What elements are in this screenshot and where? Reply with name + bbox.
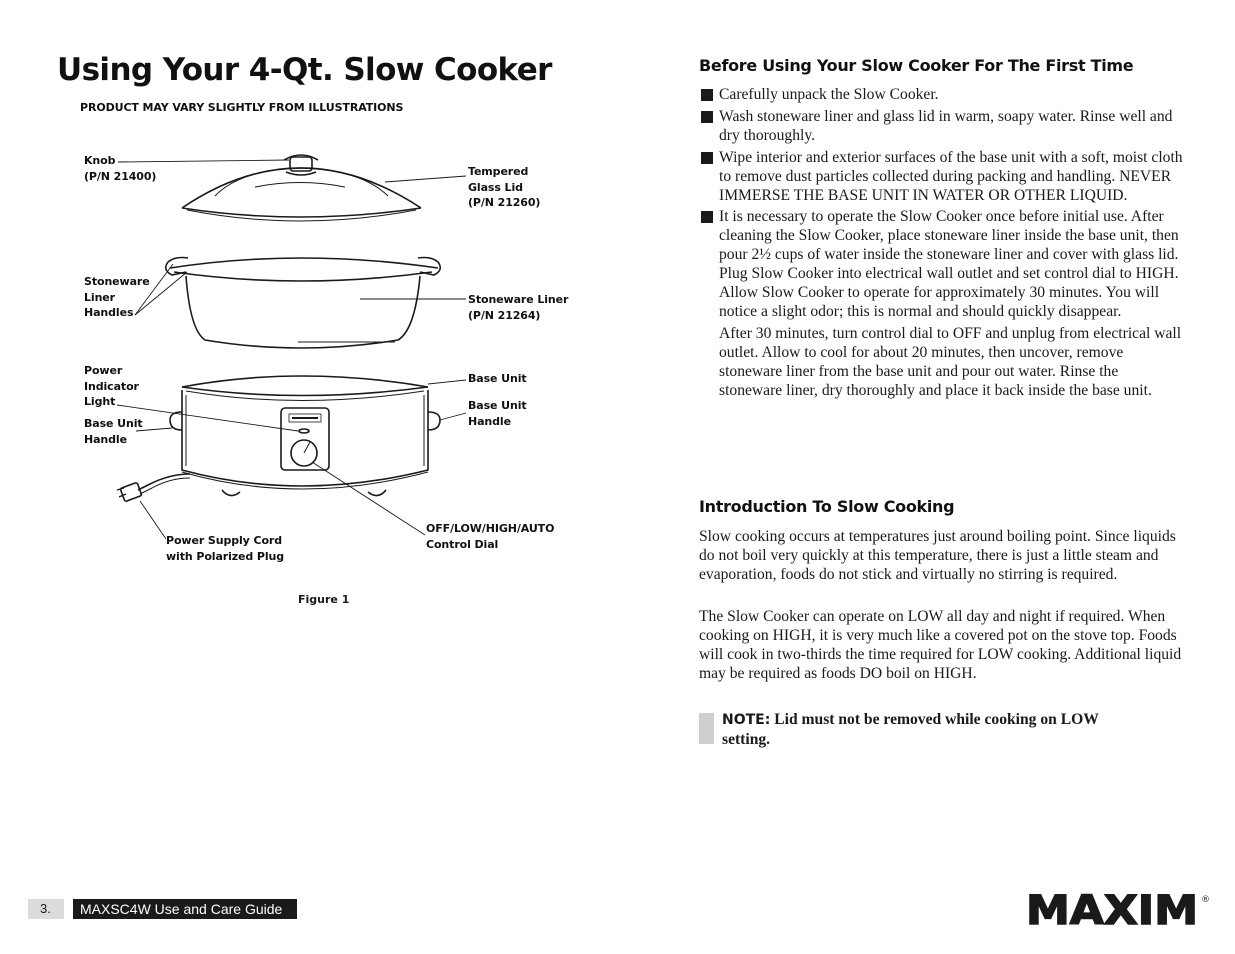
square-bullet-icon: [701, 152, 713, 164]
square-bullet-icon: [701, 111, 713, 123]
note-accent-bar: [699, 713, 714, 744]
base-unit-drawing: [117, 376, 440, 502]
glass-lid-drawing: [182, 155, 421, 221]
callout-power-light: Power Indicator Light: [84, 364, 139, 408]
callout-base-handle-right: Base Unit Handle: [468, 399, 527, 428]
note-label: NOTE:: [722, 712, 771, 728]
maxim-logo: [1026, 892, 1211, 928]
figure-caption: Figure 1: [298, 593, 350, 606]
list-item: Carefully unpack the Slow Cooker.: [699, 86, 1184, 105]
intro-paragraph-2: The Slow Cooker can operate on LOW all day and night if required. When cooking on HIGH, it is very much like a covered pot on the stove top. Foods will cook in two-thirds the time required for LOW cooking. Additional liquid may be required as foods DO boil on HIGH.: [699, 608, 1182, 682]
callout-base-handle-left: Base Unit Handle: [84, 417, 143, 446]
page-number: 3.: [28, 899, 64, 919]
list-item: It is necessary to operate the Slow Cooker once before initial use. After cleaning the Slow Cooker, place stoneware liner inside the base unit, then pour 2½ cups of water inside the stoneware liner and cover with glass lid. Plug Slow Cooker into electrical wall outlet and set control dial to HIGH. Allow Slow Cooker to operate for approximately 30 minutes. You will notice a slight odor; this is normal and should quickly disappear. After 30 minutes, turn control dial to OFF and unplug from electrical wall outlet. Allow to cool for about 20 minutes, then uncover, remove stoneware liner from the base unit and pour out water. Rinse the stoneware liner, dry thoroughly and place it back inside the base unit.: [699, 208, 1184, 400]
polarized-plug-drawing: [120, 482, 142, 501]
note-text: Lid must not be removed while cooking on LOW setting.: [722, 711, 1099, 748]
callout-power-cord: Power Supply Cord with Polarized Plug: [166, 534, 285, 563]
svg-text:®: ®: [1201, 895, 1210, 905]
illustration-disclaimer: PRODUCT MAY VARY SLIGHTLY FROM ILLUSTRATIONS: [80, 101, 404, 114]
callout-base-unit: Base Unit: [468, 372, 527, 385]
before-first-use-heading: Before Using Your Slow Cooker For The First Time: [699, 56, 1134, 75]
power-light-drawing: [299, 429, 309, 433]
stoneware-liner-drawing: [166, 258, 441, 349]
callout-stoneware-liner: Stoneware Liner (P/N 21264): [468, 293, 569, 322]
square-bullet-icon: [701, 211, 713, 223]
callout-glass-lid: Tempered Glass Lid (P/N 21260): [468, 165, 541, 209]
square-bullet-icon: [701, 89, 713, 101]
guide-title: MAXSC4W Use and Care Guide: [73, 899, 297, 919]
page-title: Using Your 4-Qt. Slow Cooker: [57, 52, 552, 88]
svg-text:MAXIM: MAXIM: [1026, 892, 1198, 928]
continuation-paragraph: After 30 minutes, turn control dial to OFF and unplug from electrical wall outlet. Allow to cool for about 20 minutes, then uncover, remove stoneware liner from the base unit and pour out water. Rinse the stoneware liner, dry thoroughly and place it back inside the base unit.: [719, 324, 1182, 399]
callout-knob: Knob (P/N 21400): [84, 154, 157, 183]
callout-control-dial: OFF/LOW/HIGH/AUTO Control Dial: [426, 522, 555, 551]
intro-heading: Introduction To Slow Cooking: [699, 497, 955, 516]
list-item: Wipe interior and exterior surfaces of the base unit with a soft, moist cloth to remove dust particles collected during packing and handling. NEVER IMMERSE THE BASE UNIT IN WATER OR OTHER LIQUID.: [699, 149, 1184, 206]
list-item: Wash stoneware liner and glass lid in warm, soapy water. Rinse well and dry thoroughly.: [699, 108, 1184, 146]
note-callout: [722, 710, 1142, 749]
before-first-use-list: [699, 86, 1184, 404]
callout-liner-handles: Stoneware Liner Handles: [84, 275, 150, 319]
intro-paragraph-1: Slow cooking occurs at temperatures just around boiling point. Since liquids do not boil very quickly at this temperature, there is just a little steam and evaporation, foods do not stick and virtually no stirring is required.: [699, 528, 1176, 583]
